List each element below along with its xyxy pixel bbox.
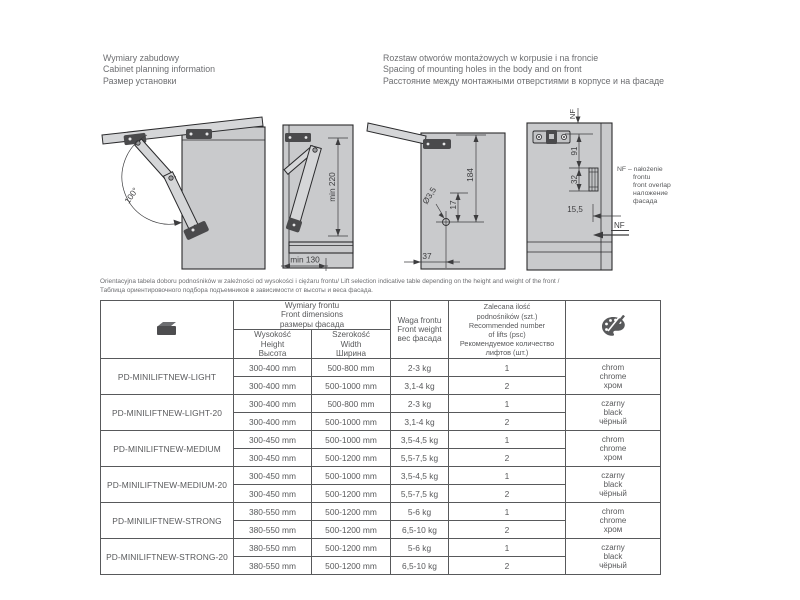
cell-height: 300-450 mm: [234, 467, 312, 485]
cell-color: czarny black чёрный: [566, 539, 661, 575]
cell-height: 300-400 mm: [234, 395, 312, 413]
table-row: [101, 467, 661, 485]
dim-15-5-label: 15,5: [567, 205, 583, 214]
header-line: of lifts (psc): [488, 329, 526, 339]
heading-line-en: Spacing of mounting holes in the body and on front: [383, 64, 582, 75]
header-line: Zalecana ilość: [483, 302, 531, 312]
color-column-header: [566, 301, 661, 359]
cell-width: 500-1000 mm: [312, 413, 391, 431]
front-weight-header: [391, 301, 449, 359]
cell-weight: 3,5-4,5 kg: [391, 467, 449, 485]
heading-line-ru: Размер установки: [103, 75, 177, 86]
heading-line-pl: Wymiary zabudowy: [103, 53, 180, 63]
cell-height: 380-550 mm: [234, 503, 312, 521]
cell-qty: 2: [449, 521, 566, 539]
header-line: Wymiary frontu: [284, 301, 340, 310]
header-line: Width: [340, 339, 362, 349]
product-name: PD-MINILIFTNEW-STRONG: [101, 503, 234, 539]
cell-qty: 1: [449, 467, 566, 485]
cell-width: 500-1200 mm: [312, 521, 391, 539]
cell-weight: 5-6 kg: [391, 503, 449, 521]
legend-line: фасада: [633, 198, 658, 205]
cell-width: 500-800 mm: [312, 359, 391, 377]
header-line: размеры фасада: [279, 319, 345, 329]
width-column-header: [312, 330, 391, 359]
nf-legend: [617, 166, 671, 206]
table-row: [101, 359, 661, 377]
header-line: Ширина: [336, 349, 366, 359]
cell-weight: 6,5-10 kg: [391, 557, 449, 575]
caption-line-1: Orientacyjna tabela doboru podnośników w zależności od wysokości i ciężaru frontu/ Lift selection indicative table depending on the height and weight of the front /: [100, 278, 560, 285]
diagram-opening-angle: [100, 112, 268, 274]
header-line: podnośników (szt.): [476, 311, 538, 321]
header-line: лифтов (шт.): [485, 347, 529, 357]
height-column-header: [234, 330, 312, 359]
dim-37-label: 37: [422, 251, 432, 261]
table-row: [101, 431, 661, 449]
cell-height: 380-550 mm: [234, 521, 312, 539]
front-panel: [527, 123, 612, 270]
cell-width: 500-1200 mm: [312, 557, 391, 575]
cell-qty: 1: [449, 431, 566, 449]
cell-width: 500-800 mm: [312, 395, 391, 413]
cell-height: 380-550 mm: [234, 539, 312, 557]
cell-color: chrom chrome хром: [566, 503, 661, 539]
legend-line: NF – nałożenie: [617, 166, 663, 173]
header-line: Front dimensions: [280, 310, 344, 320]
header-line: Высота: [258, 349, 287, 359]
dim-184-label: 184: [465, 168, 475, 182]
heading-hole-spacing: [383, 53, 664, 87]
cell-height: 300-450 mm: [234, 485, 312, 503]
cell-height: 300-450 mm: [234, 449, 312, 467]
cell-height: 380-550 mm: [234, 557, 312, 575]
cell-height: 300-400 mm: [234, 377, 312, 395]
min-depth-label: min 130: [290, 254, 320, 265]
table-row: [101, 539, 661, 557]
cell-height: 300-400 mm: [234, 413, 312, 431]
product-column-header: [101, 301, 234, 359]
product-name: PD-MINILIFTNEW-MEDIUM-20: [101, 467, 234, 503]
front-fixing-bracket: [589, 168, 598, 191]
cell-qty: 2: [449, 413, 566, 431]
header-line: Recommended number: [468, 320, 546, 330]
cell-width: 500-1200 mm: [312, 539, 391, 557]
diagram-side-panel-drilling: [364, 112, 514, 274]
cabinet-side-panel: [421, 133, 505, 269]
heading-cabinet-planning: [103, 53, 215, 87]
nf-top-label: NF: [568, 108, 577, 120]
cell-color: czarny black чёрный: [566, 467, 661, 503]
heading-line-pl: Rozstaw otworów montażowych w korpusie i na froncie: [383, 53, 599, 63]
product-folder-icon: [156, 321, 178, 336]
product-name: PD-MINILIFTNEW-LIGHT-20: [101, 395, 234, 431]
cell-weight: 3,5-4,5 kg: [391, 431, 449, 449]
lift-selection-table: [100, 300, 661, 575]
legend-line: frontu: [633, 174, 651, 181]
hole-diameter-label: Ø3,5: [420, 185, 439, 206]
cell-qty: 1: [449, 359, 566, 377]
opening-angle-label: 100°: [122, 185, 141, 206]
cell-height: 300-450 mm: [234, 431, 312, 449]
dim-91-label: 91: [570, 146, 579, 156]
cell-qty: 2: [449, 377, 566, 395]
table-row: [101, 503, 661, 521]
product-name: PD-MINILIFTNEW-MEDIUM: [101, 431, 234, 467]
cell-width: 500-1200 mm: [312, 449, 391, 467]
caption-line-2: Таблица ориентировочного подбора подъемников в зависимости от высоты и веса фасада.: [100, 287, 373, 295]
table-row: [101, 395, 661, 413]
cell-color: chrom chrome хром: [566, 431, 661, 467]
table-caption: [100, 277, 706, 296]
front-dimensions-header: [234, 301, 391, 330]
cell-width: 500-1200 mm: [312, 485, 391, 503]
header-line: Front weight: [397, 325, 442, 335]
recommended-lifts-header: [449, 301, 566, 359]
cell-qty: 1: [449, 395, 566, 413]
color-palette-icon: [600, 315, 627, 339]
shelf: [289, 242, 353, 253]
cell-color: czarny black чёрный: [566, 395, 661, 431]
cell-weight: 5,5-7,5 kg: [391, 485, 449, 503]
cell-qty: 2: [449, 449, 566, 467]
product-name: PD-MINILIFTNEW-STRONG-20: [101, 539, 234, 575]
cell-width: 500-1000 mm: [312, 431, 391, 449]
cell-width: 500-1000 mm: [312, 377, 391, 395]
legend-line: наложение: [633, 190, 668, 197]
cell-width: 500-1000 mm: [312, 467, 391, 485]
header-line: Szerokość: [332, 330, 370, 340]
header-line: Waga frontu: [397, 315, 442, 325]
cell-qty: 1: [449, 503, 566, 521]
cell-height: 300-400 mm: [234, 359, 312, 377]
arc-arrowhead: [174, 220, 183, 226]
cell-weight: 3,1-4 kg: [391, 413, 449, 431]
cell-weight: 2-3 kg: [391, 395, 449, 413]
dim-17-label: 17: [448, 200, 458, 210]
cell-weight: 5-6 kg: [391, 539, 449, 557]
min-height-label: min 220: [327, 172, 337, 202]
cell-qty: 2: [449, 557, 566, 575]
open-front-panel: [367, 123, 426, 144]
header-line: Рекомендуемое количество: [459, 338, 555, 348]
heading-line-en: Cabinet planning information: [103, 64, 215, 75]
cell-weight: 5,5-7,5 kg: [391, 449, 449, 467]
nf-bottom-label: NF: [614, 221, 625, 230]
product-name: PD-MINILIFTNEW-LIGHT: [101, 359, 234, 395]
cell-weight: 2-3 kg: [391, 359, 449, 377]
cell-width: 500-1200 mm: [312, 503, 391, 521]
heading-line-ru: Расстояние между монтажными отверстиями в корпусе и на фасаде: [383, 75, 664, 86]
header-line: вес фасада: [397, 334, 442, 344]
cell-qty: 1: [449, 539, 566, 557]
header-line: Height: [260, 339, 285, 349]
legend-line: front overlap: [633, 182, 671, 189]
header-line: Wysokość: [254, 330, 291, 340]
cell-weight: 6,5-10 kg: [391, 521, 449, 539]
dim-32-label: 32: [570, 175, 579, 184]
cabinet-body: [182, 127, 265, 269]
cell-weight: 3,1-4 kg: [391, 377, 449, 395]
cell-qty: 2: [449, 485, 566, 503]
cell-color: chrom chrome хром: [566, 359, 661, 395]
